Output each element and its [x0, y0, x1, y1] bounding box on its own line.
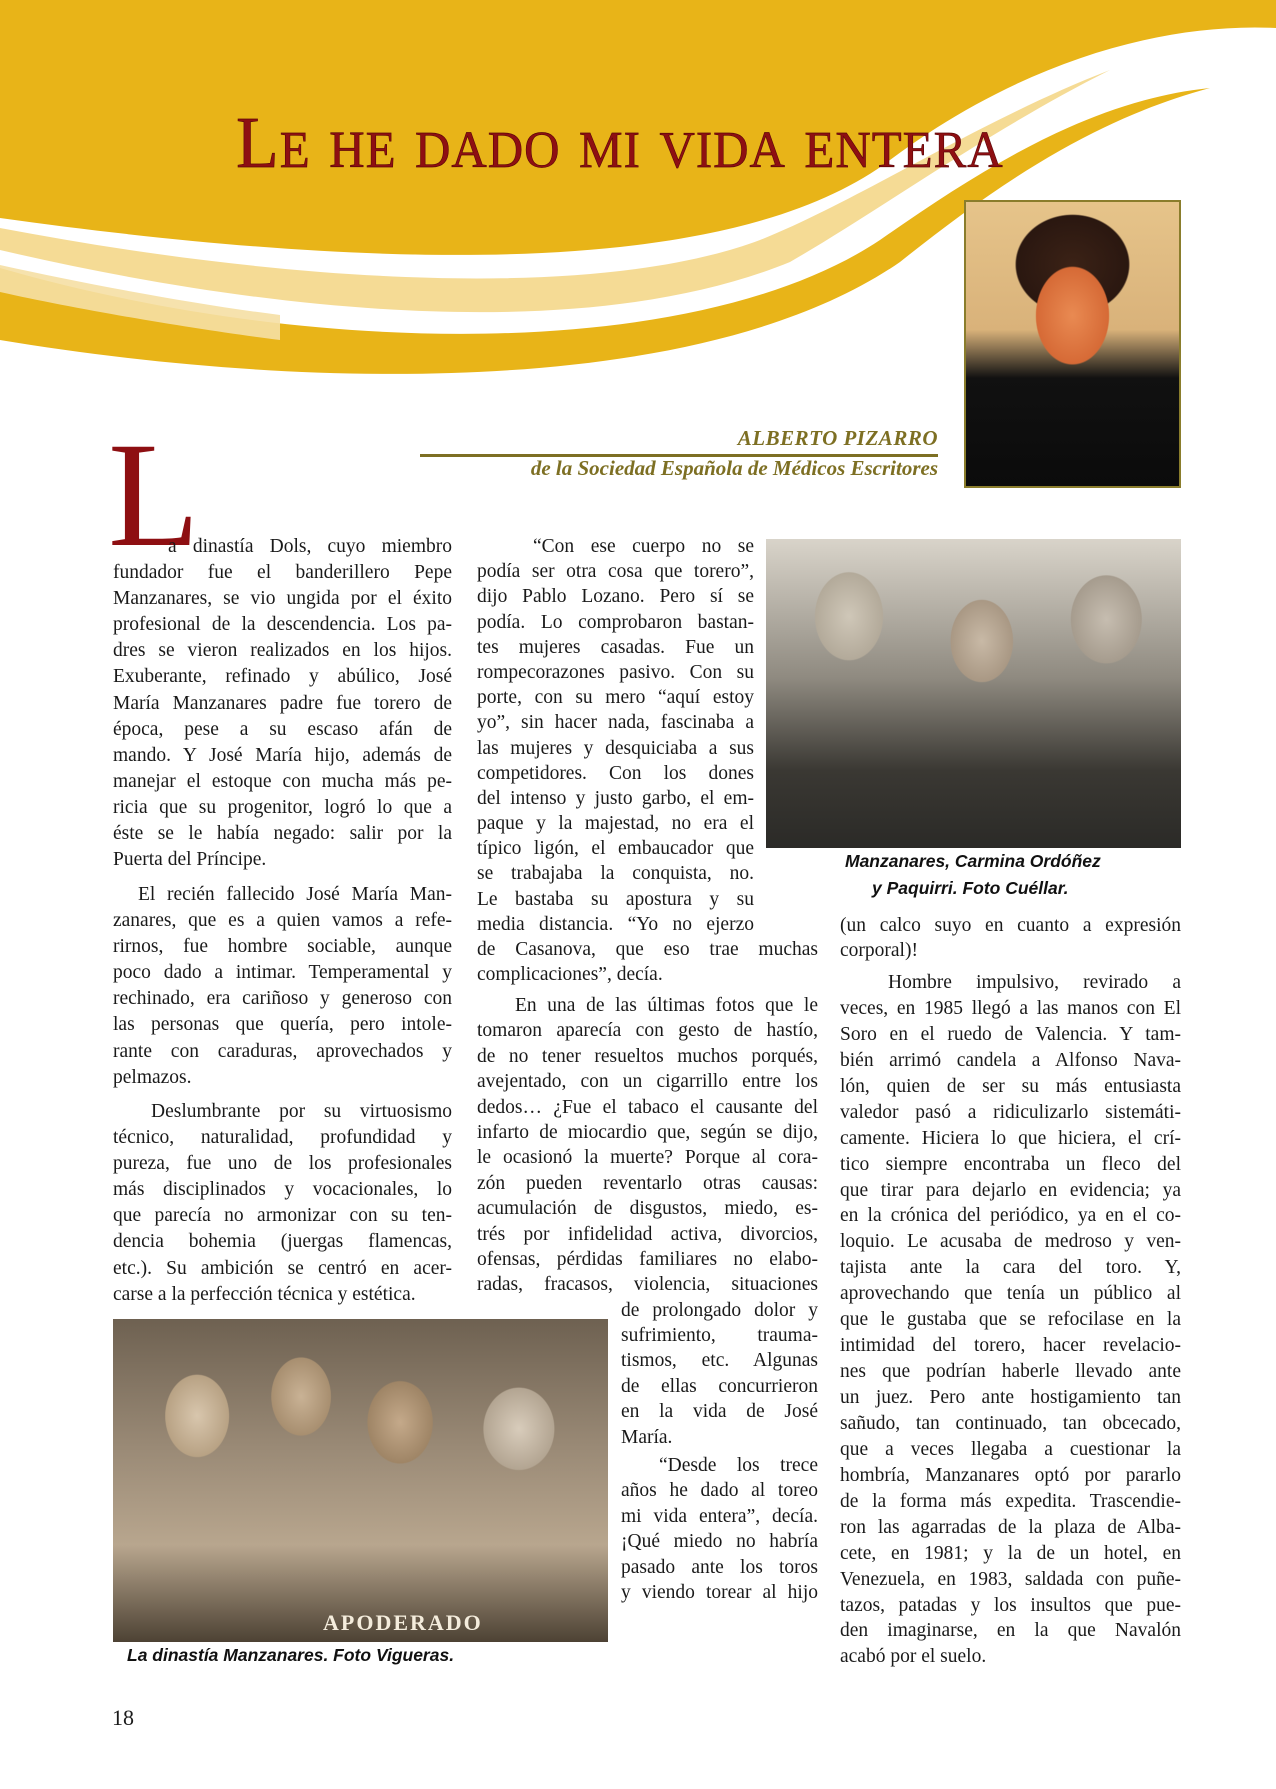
- text-line: Le bastaba su apostura y su: [477, 888, 754, 910]
- article-paragraph: [621, 1453, 818, 1605]
- photo-caption-top-line1: Manzanares, Carmina Ordóñez: [845, 851, 1101, 871]
- article-paragraph: [477, 534, 818, 987]
- text-line: en la vida de José: [621, 1401, 818, 1423]
- text-line: camente. Hiciera lo que hiciera, el crí-: [840, 1127, 1181, 1149]
- text-line: complicaciones”, decía.: [477, 964, 663, 986]
- text-line: rirnos, fue hombre sociable, aunque: [113, 936, 452, 958]
- text-line: radas, fracasos, violencia, situaciones: [477, 1274, 818, 1296]
- text-line: tico siempre encontraba un fleco del: [840, 1153, 1181, 1175]
- text-line: que parecía no armonizar con su ten-: [113, 1205, 452, 1227]
- text-line: de la forma más expedita. Trascendie-: [840, 1490, 1181, 1512]
- text-line: En una de las últimas fotos que le: [515, 995, 818, 1016]
- text-line: las mujeres y desquiciaba a sus: [477, 737, 754, 759]
- text-line: lón, quien de ser su más entusiasta: [840, 1075, 1181, 1097]
- article-title: Le he dado mi vida entera: [236, 103, 1004, 184]
- text-line: a dinastía Dols, cuyo miembro: [168, 536, 452, 557]
- text-line: años he dado al toreo: [621, 1480, 818, 1502]
- text-line: pasado ante los toros: [621, 1556, 818, 1578]
- text-line: tazos, patadas y los insultos que pue-: [840, 1594, 1181, 1616]
- text-line: tajista ante la cara del toro. Y,: [840, 1257, 1181, 1279]
- text-line: María Manzanares padre fue torero de: [113, 692, 452, 714]
- photo-manzanares-carmina-paquirri: [766, 539, 1181, 848]
- text-line: porte, con su mero “aquí estoy: [477, 687, 754, 709]
- text-line: mi vida entera”, decía.: [621, 1505, 818, 1527]
- text-line: acumulación de disgustos, miedo, es-: [477, 1198, 818, 1220]
- text-line: que tirar para dejarlo en evidencia; ya: [840, 1179, 1181, 1201]
- text-line: Manzanares, se vio ungida por el éxito: [113, 588, 452, 610]
- text-line: den imaginarse, en la que Navalón: [840, 1620, 1181, 1642]
- author-affiliation: de la Sociedad Española de Médicos Escritores: [530, 456, 938, 480]
- text-line: ¡Qué miedo no habría: [621, 1531, 818, 1553]
- text-line: (un calco suyo en cuanto a expresión: [840, 915, 1181, 936]
- article-paragraph: [477, 993, 818, 1450]
- article-paragraph: [113, 1099, 452, 1308]
- text-line: Venezuela, en 1983, saldada con puñe-: [840, 1568, 1181, 1590]
- page-number: 18: [112, 1705, 134, 1730]
- article-paragraph: [113, 534, 452, 873]
- text-line: María.: [621, 1426, 673, 1448]
- text-line: poco dado a intimar. Temperamental y: [113, 962, 452, 984]
- text-line: aprovechando que tenía un público al: [840, 1283, 1181, 1305]
- article-paragraph: [840, 913, 1181, 964]
- text-line: loquio. Le acusaba de medroso y ven-: [840, 1231, 1181, 1253]
- text-line: dedos… ¿Fue el tabaco el causante del: [477, 1096, 818, 1118]
- text-line: que le gustaba que se refocilase en la: [840, 1309, 1181, 1331]
- text-line: Deslumbrante por su virtuosismo: [151, 1101, 452, 1122]
- text-line: Puerta del Príncipe.: [113, 849, 267, 871]
- text-line: mando. Y José María hijo, además de: [113, 744, 452, 766]
- text-line: intimidad del torero, hacer revelacio-: [840, 1335, 1181, 1357]
- text-line: éste se le había negado: salir por la: [113, 823, 452, 845]
- text-line: sufrimiento, trauma-: [621, 1325, 818, 1347]
- text-line: tes mujeres casadas. Fue un: [477, 636, 754, 658]
- text-line: hombría, Manzanares optó por pararlo: [840, 1464, 1181, 1486]
- text-line: bién arrimó candela a Alfonso Nava-: [840, 1049, 1181, 1071]
- text-line: pureza, fue uno de los profesionales: [113, 1153, 452, 1175]
- text-line: Soro en el ruedo de Valencia. Y tam-: [840, 1023, 1181, 1045]
- photo-caption-bottom: La dinastía Manzanares. Foto Vigueras.: [127, 1645, 455, 1665]
- text-line: ofensas, pérdidas familiares no elabo-: [477, 1248, 818, 1270]
- text-line: trés por infidelidad activa, divorcios,: [477, 1223, 818, 1245]
- text-line: más disciplinados y vocacionales, lo: [113, 1179, 452, 1201]
- text-line: ron las agarradas de la plaza de Alba-: [840, 1516, 1181, 1538]
- article-paragraph: [840, 970, 1181, 1670]
- text-line: nes que podrían haberle llevado ante: [840, 1361, 1181, 1383]
- text-line: podía ser otra cosa que torero”,: [477, 561, 754, 583]
- text-line: en la crónica del periódico, ya en el co-: [840, 1205, 1181, 1227]
- text-line: “Con ese cuerpo no se: [533, 536, 754, 557]
- text-line: manejar el estoque con mucha más pe-: [113, 770, 452, 792]
- article-paragraph: [113, 882, 452, 1091]
- author-portrait-photo: [964, 200, 1181, 488]
- text-line: “Desde los trece: [659, 1455, 818, 1476]
- text-line: que a veces llegaba a cuestionar la: [840, 1438, 1181, 1460]
- author-name: ALBERTO PIZARRO: [737, 426, 938, 450]
- text-line: un juez. Pero ante hostigamiento tan: [840, 1387, 1181, 1408]
- text-line: acabó por el suelo.: [840, 1646, 987, 1668]
- text-line: corporal)!: [840, 940, 918, 962]
- text-line: El recién fallecido José María Man-: [138, 884, 452, 905]
- text-line: cete, en 1981; y la de un hotel, en: [840, 1542, 1181, 1564]
- text-line: de prolongado dolor y: [621, 1299, 818, 1321]
- text-line: competidores. Con los dones: [477, 762, 754, 784]
- text-line: zón pueden reventarlo otras causas:: [477, 1172, 818, 1194]
- text-line: rechinado, era cariñoso y generoso con: [113, 988, 452, 1010]
- text-line: y viendo torear al hijo: [621, 1581, 818, 1603]
- text-line: ricia que su progenitor, logró lo que a: [113, 796, 452, 818]
- text-line: del intenso y justo garbo, el em-: [477, 787, 754, 809]
- text-line: Exuberante, refinado y abúlico, José: [113, 666, 452, 688]
- text-line: valedor pasó a ridiculizarlo sistemáti-: [840, 1101, 1181, 1123]
- text-line: técnico, naturalidad, profundidad y: [113, 1127, 452, 1149]
- text-line: tismos, etc. Algunas: [621, 1350, 818, 1372]
- text-line: dencia bohemia (juergas flamencas,: [113, 1231, 452, 1253]
- text-line: veces, en 1985 llegó a las manos con El: [840, 997, 1181, 1019]
- text-line: fundador fue el banderillero Pepe: [113, 562, 452, 584]
- text-line: media distancia. “Yo no ejerzo: [477, 913, 754, 935]
- text-line: avejentado, con un cigarrillo entre los: [477, 1071, 818, 1093]
- text-line: de ellas concurrieron: [621, 1375, 818, 1397]
- text-line: Hombre impulsivo, revirado a: [888, 972, 1181, 993]
- text-line: típico ligón, el embaucador que: [477, 838, 754, 860]
- text-line: pelmazos.: [113, 1066, 192, 1088]
- text-line: de Casanova, que eso trae muchas: [477, 939, 818, 960]
- text-line: las personas que quería, pero intole-: [113, 1014, 452, 1036]
- text-line: dijo Pablo Lozano. Pero sí se: [477, 586, 754, 608]
- text-line: profesional de la descendencia. Los pa-: [113, 614, 452, 636]
- text-line: rante con caraduras, aprovechados y: [113, 1040, 452, 1062]
- text-line: infarto de miocardio que, según se dijo,: [477, 1121, 818, 1143]
- text-line: zanares, que es a quien vamos a refe-: [113, 910, 452, 932]
- text-line: tomaron aparecía con gesto de hastío,: [477, 1020, 818, 1042]
- text-line: se trabajaba la conquista, no.: [477, 863, 754, 885]
- text-line: yo”, sin hacer nada, fascinaba a: [477, 712, 754, 734]
- text-line: época, pese a su escaso afán de: [113, 718, 452, 740]
- drop-cap: L: [108, 412, 200, 578]
- text-line: rompecorazones pasivo. Con su: [477, 661, 754, 683]
- apoderado-sign: APODERADO: [323, 1610, 483, 1635]
- text-line: dres se vieron realizados en los hijos.: [113, 640, 452, 662]
- text-line: de no tener resueltos muchos porqués,: [477, 1045, 818, 1067]
- text-line: sañudo, tan continuado, tan obcecado,: [840, 1412, 1181, 1434]
- text-line: carse a la perfección técnica y estética.: [113, 1283, 416, 1305]
- text-line: podía. Lo comprobaron bastan-: [477, 611, 754, 633]
- text-line: le ocasionó la muerte? Porque al cora-: [477, 1147, 818, 1169]
- text-line: paque y la majestad, no era el: [477, 813, 754, 835]
- photo-caption-top-line2: y Paquirri. Foto Cuéllar.: [872, 878, 1069, 898]
- text-line: etc.). Su ambición se centró en acer-: [113, 1257, 452, 1279]
